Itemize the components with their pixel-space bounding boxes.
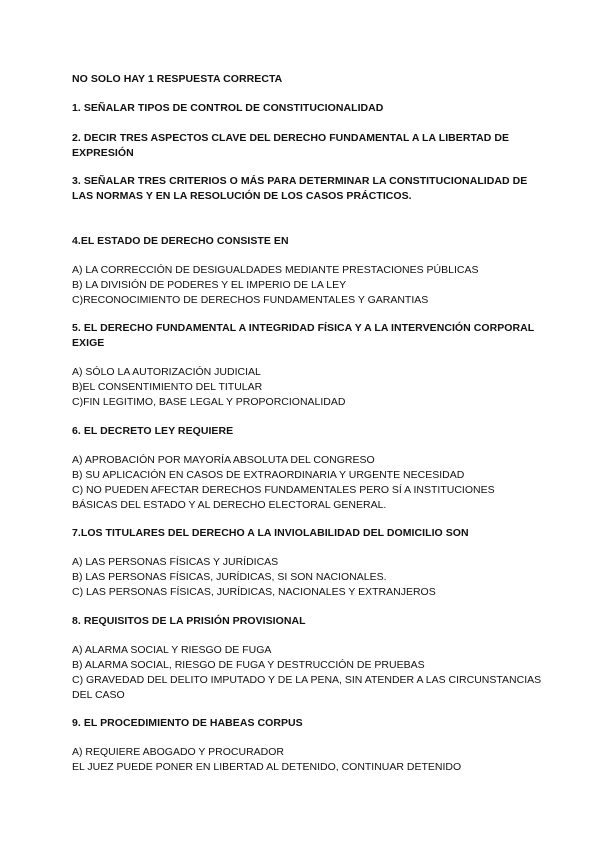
- option-a: A) LA CORRECCIÓN DE DESIGUALDADES MEDIANTE PRESTACIONES PÚBLICAS: [72, 264, 479, 276]
- option-c: C)FIN LEGITIMO, BASE LEGAL Y PROPORCIONALIDAD: [72, 396, 346, 408]
- option-a: A) APROBACIÓN POR MAYORÍA ABSOLUTA DEL CONGRESO: [72, 454, 375, 466]
- question-4-options: [72, 263, 542, 308]
- question-4-title: 4.EL ESTADO DE DERECHO CONSISTE EN: [72, 235, 289, 247]
- question-2: 2. DECIR TRES ASPECTOS CLAVE DEL DERECHO FUNDAMENTAL A LA LIBERTAD DE EXPRESIÓN: [72, 132, 510, 159]
- question-8-options: [72, 643, 542, 703]
- question-8-title: 8. REQUISITOS DE LA PRISIÓN PROVISIONAL: [72, 615, 306, 627]
- option-c: C) NO PUEDEN AFECTAR DERECHOS FUNDAMENTALES PERO SÍ A INSTITUCIONES BÁSICAS DEL ESTADO Y AL DERECHO ELECTORAL GENERAL.: [72, 484, 495, 511]
- option-a: A) REQUIERE ABOGADO Y PROCURADOR: [72, 746, 284, 758]
- option-text: EL JUEZ PUEDE PONER EN LIBERTAD AL DETENIDO, CONTINUAR DETENIDO: [72, 761, 462, 773]
- question-3: 3. SEÑALAR TRES CRITERIOS O MÁS PARA DETERMINAR LA CONSTITUCIONALIDAD DE LAS NORMAS Y EN LA RESOLUCIÓN DE LOS CASOS PRÁCTICOS.: [72, 175, 528, 202]
- option-a: A) LAS PERSONAS FÍSICAS Y JURÍDICAS: [72, 556, 279, 568]
- question-9-options: [72, 745, 542, 775]
- option-b: B) LA DIVISIÓN DE PODERES Y EL IMPERIO DE LA LEY: [72, 279, 347, 291]
- option-b: B)EL CONSENTIMIENTO DEL TITULAR: [72, 381, 263, 393]
- option-b: B) ALARMA SOCIAL, RIESGO DE FUGA Y DESTRUCCIÓN DE PRUEBAS: [72, 659, 425, 671]
- question-5-title: 5. EL DERECHO FUNDAMENTAL A INTEGRIDAD FÍSICA Y A LA INTERVENCIÓN CORPORAL EXIGE: [72, 322, 535, 349]
- option-c: C) GRAVEDAD DEL DELITO IMPUTADO Y DE LA PENA, SIN ATENDER A LAS CIRCUNSTANCIAS DEL CASO: [72, 674, 542, 701]
- option-a: A) SÓLO LA AUTORIZACIÓN JUDICIAL: [72, 366, 261, 378]
- option-c: C)RECONOCIMIENTO DE DERECHOS FUNDAMENTALES Y GARANTIAS: [72, 294, 429, 306]
- option-a: A) ALARMA SOCIAL Y RIESGO DE FUGA: [72, 644, 272, 656]
- question-6-options: [72, 453, 542, 513]
- question-6-title: 6. EL DECRETO LEY REQUIERE: [72, 425, 234, 437]
- option-b: B) LAS PERSONAS FÍSICAS, JURÍDICAS, SI SON NACIONALES.: [72, 571, 387, 583]
- question-7-options: [72, 555, 542, 600]
- option-c: C) LAS PERSONAS FÍSICAS, JURÍDICAS, NACIONALES Y EXTRANJEROS: [72, 586, 436, 598]
- question-5-options: [72, 365, 542, 410]
- option-b: B) SU APLICACIÓN EN CASOS DE EXTRAORDINARIA Y URGENTE NECESIDAD: [72, 469, 465, 481]
- doc-header: NO SOLO HAY 1 RESPUESTA CORRECTA: [72, 73, 283, 85]
- question-9-title: 9. EL PROCEDIMIENTO DE HABEAS CORPUS: [72, 717, 303, 729]
- question-7-title: 7.LOS TITULARES DEL DERECHO A LA INVIOLABILIDAD DEL DOMICILIO SON: [72, 527, 469, 539]
- question-1: 1. SEÑALAR TIPOS DE CONTROL DE CONSTITUCIONALIDAD: [72, 102, 384, 114]
